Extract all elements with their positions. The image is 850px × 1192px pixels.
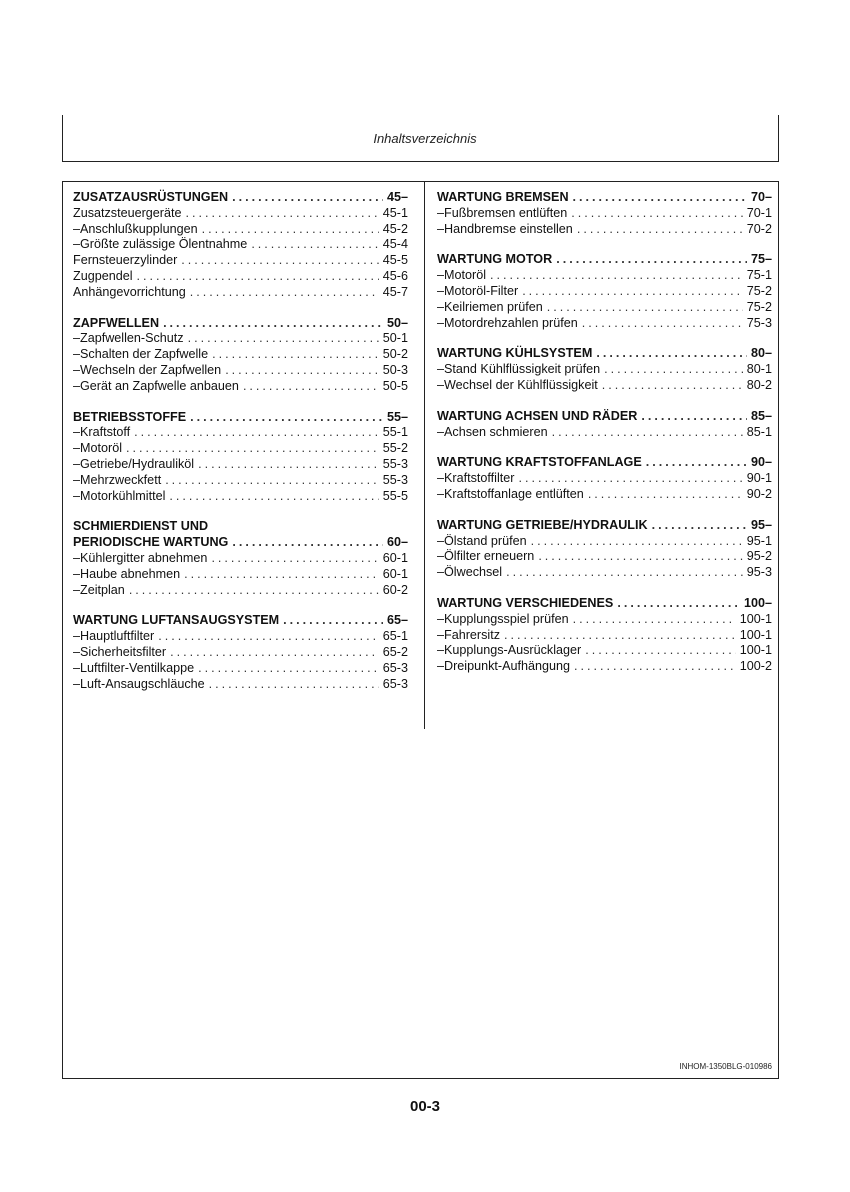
leader-dots	[571, 206, 743, 222]
toc-entry[interactable]	[437, 425, 772, 441]
leader-dots	[518, 471, 742, 487]
section-title: WARTUNG KRAFTSTOFFANLAGE	[437, 455, 642, 470]
toc-entry[interactable]	[437, 378, 772, 394]
toc-entry[interactable]	[437, 565, 772, 581]
column-divider	[424, 181, 425, 729]
entry-page: 90-2	[746, 486, 772, 501]
section-title: BETRIEBSSTOFFE	[73, 409, 187, 424]
toc-entry[interactable]	[73, 489, 408, 505]
leader-dots	[588, 487, 743, 503]
toc-entry[interactable]	[73, 285, 408, 301]
entry-page: 45-2	[382, 221, 408, 236]
section-title: WARTUNG KÜHLSYSTEM	[437, 346, 593, 361]
entry-page: 60-1	[382, 566, 408, 581]
entry-label: –Dreipunkt-Aufhängung	[437, 659, 571, 674]
entry-label: –Motoröl	[73, 441, 122, 456]
section-page: 55–	[386, 409, 408, 424]
toc-entry[interactable]	[73, 347, 408, 363]
entry-label: Zugpendel	[73, 268, 133, 283]
content-frame-bottom	[62, 1078, 779, 1079]
toc-section	[437, 455, 772, 502]
toc-entry[interactable]	[73, 551, 408, 567]
entry-page: 95-2	[746, 549, 772, 564]
leader-dots	[522, 284, 743, 300]
entry-label: –Fahrersitz	[437, 627, 500, 642]
entry-label: –Ölwechsel	[437, 565, 503, 580]
toc-entry[interactable]	[73, 583, 408, 599]
toc-section	[73, 613, 408, 692]
entry-label: –Zapfwellen-Schutz	[73, 331, 184, 346]
entry-page: 65-3	[382, 676, 408, 691]
entry-label: –Gerät an Zapfwelle anbauen	[73, 378, 239, 393]
toc-entry[interactable]	[73, 331, 408, 347]
entry-page: 45-4	[382, 237, 408, 252]
section-title: WARTUNG LUFTANSAUGSYSTEM	[73, 613, 280, 628]
content-frame-top	[62, 181, 779, 182]
content-frame-right	[778, 181, 779, 1078]
content-frame-left	[62, 181, 63, 1078]
leader-dots	[506, 565, 743, 581]
toc-entry[interactable]	[437, 487, 772, 503]
entry-page: 60-2	[382, 582, 408, 597]
leader-dots	[186, 206, 379, 222]
leader-dots	[211, 551, 378, 567]
toc-left-column	[73, 190, 408, 707]
leader-dots	[574, 659, 736, 675]
leader-dots	[585, 643, 736, 659]
entry-label: –Keilriemen prüfen	[437, 299, 543, 314]
leader-dots	[531, 534, 743, 550]
section-page: 80–	[750, 346, 772, 361]
toc-section	[437, 596, 772, 675]
toc-entry[interactable]	[73, 363, 408, 379]
entry-label: –Ölfilter erneuern	[437, 549, 535, 564]
section-heading[interactable]	[73, 613, 408, 629]
entry-page: 55-1	[382, 425, 408, 440]
leader-dots	[184, 567, 379, 583]
entry-page: 80-1	[746, 362, 772, 377]
section-page: 95–	[750, 517, 772, 532]
leader-dots	[232, 535, 383, 551]
toc-entry[interactable]	[73, 473, 408, 489]
leader-dots	[129, 583, 379, 599]
leader-dots	[617, 596, 740, 612]
document-code: INHOM-1350BLG-010986	[679, 1062, 772, 1071]
leader-dots	[190, 410, 383, 426]
entry-page: 65-2	[382, 644, 408, 659]
toc-entry[interactable]	[437, 284, 772, 300]
toc-entry[interactable]	[437, 534, 772, 550]
leader-dots	[232, 190, 383, 206]
entry-label: –Haube abnehmen	[73, 566, 181, 581]
entry-page: 65-1	[382, 629, 408, 644]
entry-page: 50-5	[382, 378, 408, 393]
entry-label: –Größte zulässige Ölentnahme	[73, 237, 248, 252]
section-heading[interactable]	[437, 252, 772, 268]
entry-page: 50-2	[382, 347, 408, 362]
section-heading[interactable]	[73, 316, 408, 332]
entry-label: –Kupplungs-Ausrücklager	[437, 643, 582, 658]
toc-section	[73, 190, 408, 301]
entry-page: 100-2	[739, 659, 772, 674]
entry-label: –Mehrzweckfett	[73, 472, 162, 487]
leader-dots	[169, 489, 378, 505]
leader-dots	[646, 455, 747, 471]
section-heading[interactable]	[437, 596, 772, 612]
entry-page: 55-3	[382, 472, 408, 487]
section-heading[interactable]	[437, 455, 772, 471]
leader-dots	[641, 409, 747, 425]
section-page: 45–	[386, 190, 408, 204]
toc-entry[interactable]	[73, 237, 408, 253]
toc-entry[interactable]	[437, 471, 772, 487]
leader-dots	[556, 252, 747, 268]
leader-dots	[126, 441, 379, 457]
leader-dots	[552, 425, 743, 441]
entry-label: –Handbremse einstellen	[437, 221, 573, 236]
entry-label: –Zeitplan	[73, 582, 125, 597]
section-heading[interactable]	[437, 409, 772, 425]
leader-dots	[604, 362, 743, 378]
toc-entry[interactable]	[437, 206, 772, 222]
entry-label: –Kraftstoff	[73, 425, 131, 440]
section-title: WARTUNG MOTOR	[437, 252, 553, 267]
leader-dots	[283, 613, 383, 629]
toc-section	[437, 252, 772, 331]
section-heading[interactable]	[73, 190, 408, 206]
entry-page: 75-2	[746, 283, 772, 298]
entry-page: 55-3	[382, 456, 408, 471]
leader-dots	[202, 222, 379, 238]
toc-entry[interactable]	[437, 316, 772, 332]
toc-entry[interactable]	[437, 612, 772, 628]
toc-section	[73, 316, 408, 395]
toc-entry[interactable]	[73, 253, 408, 269]
entry-page: 80-2	[746, 377, 772, 392]
leader-dots	[188, 331, 379, 347]
entry-page: 45-5	[382, 253, 408, 268]
section-page: 65–	[386, 613, 408, 628]
toc-entry[interactable]	[437, 628, 772, 644]
entry-page: 60-1	[382, 550, 408, 565]
entry-label: Zusatzsteuergeräte	[73, 205, 182, 220]
leader-dots	[251, 237, 378, 253]
entry-page: 85-1	[746, 424, 772, 439]
toc-entry[interactable]	[437, 643, 772, 659]
leader-dots	[573, 612, 736, 628]
toc-section	[73, 410, 408, 505]
leader-dots	[181, 253, 378, 269]
toc-entry[interactable]	[437, 659, 772, 675]
leader-dots	[582, 316, 743, 332]
section-title: PERIODISCHE WARTUNG	[73, 535, 229, 550]
toc-entry[interactable]	[437, 362, 772, 378]
entry-page: 75-2	[746, 299, 772, 314]
entry-label: –Motordrehzahlen prüfen	[437, 315, 578, 330]
leader-dots	[596, 346, 747, 362]
entry-page: 50-1	[382, 331, 408, 346]
entry-label: –Schalten der Zapfwelle	[73, 347, 209, 362]
entry-page: 65-3	[382, 660, 408, 675]
entry-page: 100-1	[739, 611, 772, 626]
toc-entry[interactable]	[73, 206, 408, 222]
leader-dots	[573, 190, 747, 206]
section-page: 85–	[750, 408, 772, 423]
entry-page: 45-6	[382, 268, 408, 283]
page-title: Inhaltsverzeichnis	[373, 131, 477, 146]
toc-entry[interactable]	[73, 425, 408, 441]
entry-label: –Fußbremsen entlüften	[437, 205, 568, 220]
leader-dots	[602, 378, 743, 394]
section-title: WARTUNG GETRIEBE/HYDRAULIK	[437, 517, 648, 532]
section-page: 70–	[750, 190, 772, 204]
leader-dots	[158, 629, 379, 645]
entry-label: –Motorkühlmittel	[73, 488, 166, 503]
entry-page: 45-7	[382, 284, 408, 299]
entry-page: 70-2	[746, 221, 772, 236]
entry-label: –Luftfilter-Ventilkappe	[73, 660, 195, 675]
entry-label: –Ölstand prüfen	[437, 533, 527, 548]
entry-label: –Anschlußkupplungen	[73, 221, 198, 236]
leader-dots	[490, 268, 743, 284]
leader-dots	[212, 347, 379, 363]
section-title: WARTUNG BREMSEN	[437, 190, 569, 204]
leader-dots	[225, 363, 379, 379]
toc-entry[interactable]	[73, 677, 408, 693]
toc-entry[interactable]	[73, 457, 408, 473]
section-page: 90–	[750, 455, 772, 470]
section-title: ZUSATZAUSRÜSTUNGEN	[73, 190, 229, 204]
toc-right-column	[437, 190, 772, 690]
toc-section	[437, 346, 772, 393]
section-heading[interactable]	[73, 535, 408, 551]
entry-page: 75-1	[746, 268, 772, 283]
entry-page: 100-1	[739, 627, 772, 642]
section-title: ZAPFWELLEN	[73, 315, 160, 330]
toc-entry[interactable]	[73, 379, 408, 395]
entry-label: –Getriebe/Hydrauliköl	[73, 456, 195, 471]
leader-dots	[504, 628, 736, 644]
leader-dots	[170, 645, 379, 661]
entry-label: –Motoröl	[437, 268, 486, 283]
entry-label: –Luft-Ansaugschläuche	[73, 676, 205, 691]
toc-entry[interactable]	[437, 222, 772, 238]
entry-page: 55-5	[382, 488, 408, 503]
toc-entry[interactable]	[73, 441, 408, 457]
entry-page: 95-3	[746, 565, 772, 580]
leader-dots	[198, 661, 379, 677]
toc-entry[interactable]	[437, 549, 772, 565]
header-frame-bottom	[62, 161, 779, 162]
toc-section	[73, 519, 408, 598]
toc-section	[437, 409, 772, 441]
entry-label: –Stand Kühlflüssigkeit prüfen	[437, 362, 601, 377]
entry-page: 45-1	[382, 205, 408, 220]
entry-page: 50-3	[382, 362, 408, 377]
entry-page: 100-1	[739, 643, 772, 658]
leader-dots	[538, 549, 742, 565]
entry-label: –Kühlergitter abnehmen	[73, 550, 208, 565]
toc-entry[interactable]	[437, 268, 772, 284]
section-title: WARTUNG VERSCHIEDENES	[437, 595, 614, 610]
section-heading[interactable]	[73, 410, 408, 426]
leader-dots	[577, 222, 743, 238]
toc-entry[interactable]	[73, 661, 408, 677]
leader-dots	[163, 316, 383, 332]
section-heading-line1: SCHMIERDIENST UND	[73, 519, 209, 534]
leader-dots	[652, 518, 747, 534]
leader-dots	[134, 425, 379, 441]
entry-label: –Motoröl-Filter	[437, 283, 519, 298]
leader-dots	[165, 473, 379, 489]
leader-dots	[209, 677, 379, 693]
entry-page: 55-2	[382, 441, 408, 456]
toc-entry[interactable]	[437, 300, 772, 316]
page-number: 00-3	[409, 1098, 441, 1115]
entry-label: –Kraftstoffanlage entlüften	[437, 486, 584, 501]
toc-entry[interactable]	[73, 629, 408, 645]
entry-label: –Achsen schmieren	[437, 424, 548, 439]
entry-page: 75-3	[746, 315, 772, 330]
entry-label: –Kupplungsspiel prüfen	[437, 611, 569, 626]
toc-section	[437, 190, 772, 237]
leader-dots	[137, 269, 379, 285]
toc-entry[interactable]	[73, 222, 408, 238]
section-heading[interactable]	[437, 190, 772, 206]
toc-section	[437, 518, 772, 581]
entry-label: Fernsteuerzylinder	[73, 253, 178, 268]
section-page: 60–	[386, 535, 408, 550]
section-title: WARTUNG ACHSEN UND RÄDER	[437, 408, 638, 423]
section-page: 100–	[743, 595, 772, 610]
entry-label: –Sicherheitsfilter	[73, 644, 167, 659]
entry-label: –Wechsel der Kühlflüssigkeit	[437, 377, 598, 392]
toc-entry[interactable]	[73, 269, 408, 285]
leader-dots	[243, 379, 379, 395]
leader-dots	[547, 300, 743, 316]
entry-label: –Hauptluftfilter	[73, 629, 155, 644]
section-heading[interactable]	[437, 346, 772, 362]
leader-dots	[190, 285, 379, 301]
toc-entry[interactable]	[73, 567, 408, 583]
section-heading[interactable]	[437, 518, 772, 534]
entry-label: Anhängevorrichtung	[73, 284, 186, 299]
leader-dots	[198, 457, 379, 473]
entry-label: –Wechseln der Zapfwellen	[73, 362, 222, 377]
entry-page: 95-1	[746, 533, 772, 548]
entry-page: 70-1	[746, 205, 772, 220]
toc-entry[interactable]	[73, 645, 408, 661]
entry-label: –Kraftstoffilter	[437, 471, 515, 486]
entry-page: 90-1	[746, 471, 772, 486]
section-page: 50–	[386, 315, 408, 330]
section-page: 75–	[750, 252, 772, 267]
